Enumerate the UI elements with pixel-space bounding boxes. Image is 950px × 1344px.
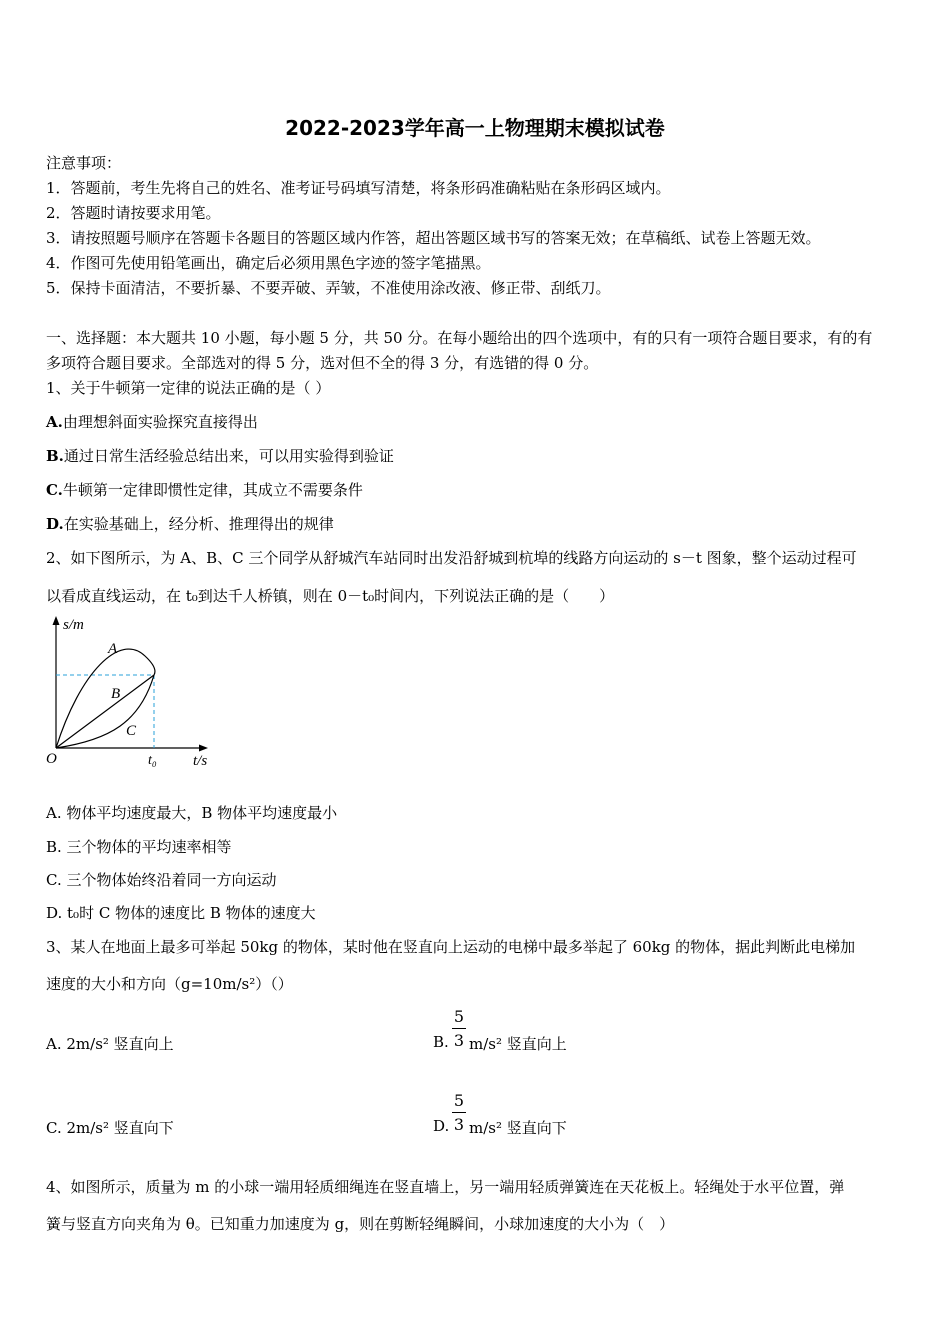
option-text: 牛顿第一定律即惯性定律，其成立不需要条件 bbox=[62, 481, 363, 499]
question-3-option-b-text: m/s² 竖直向上 bbox=[469, 1035, 567, 1053]
x-axis-arrow bbox=[199, 745, 208, 752]
notice-item-4: 4．作图可先使用铅笔画出，确定后必须用黑色字迹的签字笔描黑。 bbox=[46, 254, 491, 272]
fraction-denominator: 3 bbox=[453, 1031, 465, 1050]
fraction-numerator: 5 bbox=[453, 1007, 465, 1026]
question-1-stem: 1、关于牛顿第一定律的说法正确的是（ ） bbox=[46, 379, 331, 397]
question-1-option-d bbox=[46, 513, 334, 534]
option-label: D. bbox=[46, 515, 64, 533]
question-2-option-d: D. t₀时 C 物体的速度比 B 物体的速度大 bbox=[46, 904, 316, 922]
x-axis-label: t/s bbox=[193, 753, 208, 769]
fraction-denominator: 3 bbox=[453, 1115, 465, 1134]
curve-b-label: B bbox=[111, 686, 121, 702]
question-3-stem-line-2: 速度的大小和方向（g=10m/s²）（） bbox=[46, 975, 293, 993]
section-instructions-line-2: 多项符合题目要求。全部选对的得 5 分，选对但不全的得 3 分，有选错的得 0 分。 bbox=[46, 354, 599, 372]
st-graph-figure bbox=[40, 612, 230, 774]
question-2-stem-line-2: 以看成直线运动，在 t₀到达千人桥镇，则在 0－t₀时间内，下列说法正确的是（ ） bbox=[46, 587, 615, 605]
y-axis-label: s/m bbox=[63, 617, 84, 633]
fraction-bar bbox=[452, 1028, 466, 1029]
question-3-option-d-label: D. bbox=[433, 1117, 450, 1135]
curve-a-label: A bbox=[108, 641, 118, 657]
option-text: 由理想斜面实验探究直接得出 bbox=[62, 413, 258, 431]
notice-item-2: 2．答题时请按要求用笔。 bbox=[46, 204, 221, 222]
option-label: C. bbox=[46, 481, 63, 499]
question-1-option-c bbox=[46, 479, 363, 500]
question-2-option-a: A. 物体平均速度最大，B 物体平均速度最小 bbox=[46, 804, 338, 822]
question-3-option-b-label: B. bbox=[433, 1033, 449, 1051]
origin-label: O bbox=[46, 751, 57, 767]
y-axis-arrow bbox=[53, 616, 60, 625]
option-text: 通过日常生活经验总结出来，可以用实验得到验证 bbox=[63, 447, 394, 465]
fraction-numerator: 5 bbox=[453, 1091, 465, 1110]
option-label: A. bbox=[46, 413, 63, 431]
question-2-option-c: C. 三个物体始终沿着同一方向运动 bbox=[46, 871, 277, 889]
question-2-stem-line-1: 2、如下图所示，为 A、B、C 三个同学从舒城汽车站同时出发沿舒城到杭埠的线路方向运动的 s－t 图象，整个运动过程可 bbox=[46, 549, 857, 567]
question-3-option-d-text: m/s² 竖直向下 bbox=[469, 1119, 567, 1137]
question-4-stem-line-1: 4、如图所示，质量为 m 的小球一端用轻质细绳连在竖直墙上，另一端用轻质弹簧连在天花板上。轻绳处于水平位置，弹 bbox=[46, 1178, 845, 1196]
page-title: 2022-2023学年高一上物理期末模拟试卷 bbox=[285, 116, 665, 140]
option-text: 在实验基础上，经分析、推理得出的规律 bbox=[63, 515, 334, 533]
t0-label: t₀ bbox=[148, 753, 157, 768]
fraction-bar bbox=[452, 1112, 466, 1113]
line-b bbox=[56, 675, 154, 748]
question-3-option-c: C. 2m/s² 竖直向下 bbox=[46, 1119, 174, 1137]
notice-item-3: 3．请按照题号顺序在答题卡各题目的答题区域内作答，超出答题区域书写的答案无效；在草稿纸、试卷上答题无效。 bbox=[46, 229, 821, 247]
curve-c-label: C bbox=[126, 723, 137, 739]
question-1-option-b bbox=[46, 445, 394, 466]
question-3-option-b-fraction bbox=[452, 1007, 466, 1050]
question-3-option-d-fraction bbox=[452, 1091, 466, 1134]
section-instructions-line-1: 一、选择题：本大题共 10 小题，每小题 5 分，共 50 分。在每小题给出的四个选项中，有的只有一项符合题目要求，有的有 bbox=[46, 329, 873, 347]
notice-heading: 注意事项： bbox=[46, 154, 122, 172]
question-2-option-b: B. 三个物体的平均速率相等 bbox=[46, 838, 232, 856]
notice-item-5: 5．保持卡面清洁，不要折暴、不要弄破、弄皱，不准使用涂改液、修正带、刮纸刀。 bbox=[46, 279, 611, 297]
curve-a bbox=[56, 649, 155, 748]
question-3-stem-line-1: 3、某人在地面上最多可举起 50kg 的物体，某时他在竖直向上运动的电梯中最多举起了 60kg 的物体，据此判断此电梯加 bbox=[46, 938, 856, 956]
option-label: B. bbox=[46, 447, 64, 465]
notice-item-1: 1．答题前，考生先将自己的姓名、准考证号码填写清楚，将条形码准确粘贴在条形码区域内。 bbox=[46, 179, 671, 197]
question-4-stem-line-2: 簧与竖直方向夹角为 θ。已知重力加速度为 g，则在剪断轻绳瞬间，小球加速度的大小为（ ） bbox=[46, 1215, 675, 1233]
question-3-option-a: A. 2m/s² 竖直向上 bbox=[46, 1035, 174, 1053]
question-1-option-a bbox=[46, 411, 258, 432]
